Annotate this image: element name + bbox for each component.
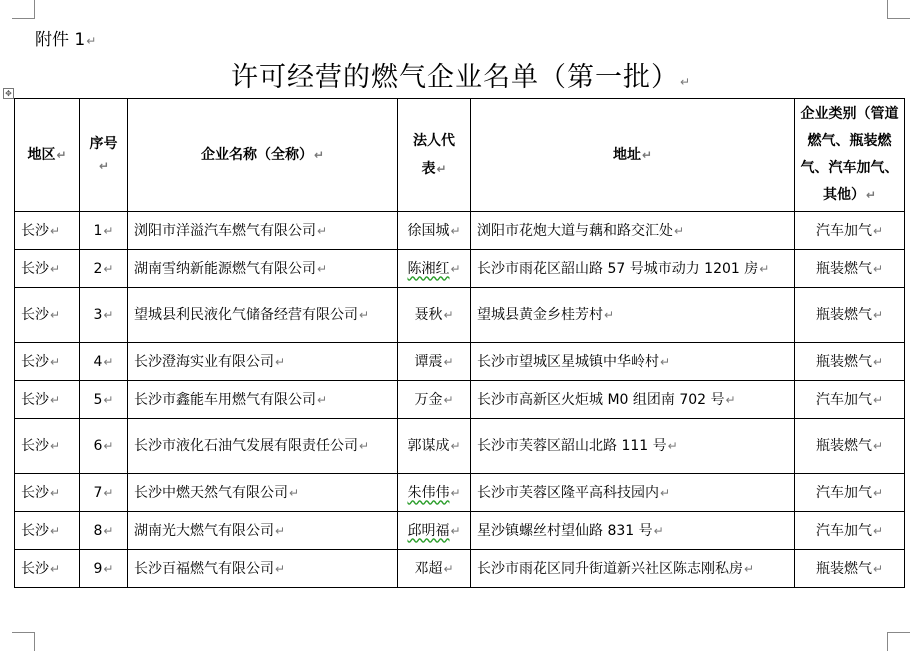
cell-index: 3↵ — [80, 288, 128, 343]
cell-region: 长沙↵ — [15, 550, 80, 588]
cell-category: 瓶装燃气↵ — [795, 419, 905, 474]
cell-address: 长沙市望城区星城镇中华岭村↵ — [471, 343, 795, 381]
table-move-handle-icon[interactable]: ✥ — [3, 88, 14, 99]
page-corner-top-right — [887, 0, 910, 19]
page-corner-top-left — [12, 0, 35, 19]
cell-region: 长沙↵ — [15, 212, 80, 250]
cell-legal-rep: 陈湘红↵ — [398, 250, 471, 288]
attachment-label: 附件 1↵ — [35, 30, 97, 50]
page-title: 许可经营的燃气企业名单（第一批）↵ — [230, 62, 692, 93]
table-row — [15, 419, 905, 474]
cell-index: 1↵ — [80, 212, 128, 250]
cell-company: 长沙澄海实业有限公司↵ — [128, 343, 398, 381]
header-company: 企业名称（全称）↵ — [128, 99, 398, 212]
cell-category: 瓶装燃气↵ — [795, 343, 905, 381]
cell-legal-rep: 朱伟伟↵ — [398, 474, 471, 512]
cell-category: 瓶装燃气↵ — [795, 550, 905, 588]
cell-region: 长沙↵ — [15, 512, 80, 550]
cell-company: 浏阳市洋溢汽车燃气有限公司↵ — [128, 212, 398, 250]
cell-region: 长沙↵ — [15, 343, 80, 381]
table-row — [15, 212, 905, 250]
cell-category: 汽车加气↵ — [795, 512, 905, 550]
cell-region: 长沙↵ — [15, 381, 80, 419]
header-legal-rep: 法人代表↵ — [398, 99, 471, 212]
cell-index: 7↵ — [80, 474, 128, 512]
cell-region: 长沙↵ — [15, 288, 80, 343]
cell-legal-rep: 郭谋成↵ — [398, 419, 471, 474]
cell-region: 长沙↵ — [15, 250, 80, 288]
cell-address: 长沙市芙蓉区韶山北路 111 号↵ — [471, 419, 795, 474]
header-index: 序号↵ — [80, 99, 128, 212]
cell-address: 长沙市雨花区同升街道新兴社区陈志刚私房↵ — [471, 550, 795, 588]
cell-company: 长沙市鑫能车用燃气有限公司↵ — [128, 381, 398, 419]
cell-company: 长沙中燃天然气有限公司↵ — [128, 474, 398, 512]
cell-company: 湖南光大燃气有限公司↵ — [128, 512, 398, 550]
cell-legal-rep: 邓超↵ — [398, 550, 471, 588]
cell-company: 湖南雪纳新能源燃气有限公司↵ — [128, 250, 398, 288]
cell-legal-rep: 邱明福↵ — [398, 512, 471, 550]
table-row — [15, 250, 905, 288]
cell-region: 长沙↵ — [15, 419, 80, 474]
cell-index: 2↵ — [80, 250, 128, 288]
cell-address: 长沙市芙蓉区隆平高科技园内↵ — [471, 474, 795, 512]
table-row — [15, 288, 905, 343]
cell-legal-rep: 聂秋↵ — [398, 288, 471, 343]
table-row — [15, 474, 905, 512]
cell-index: 6↵ — [80, 419, 128, 474]
cell-index: 9↵ — [80, 550, 128, 588]
table-row — [15, 343, 905, 381]
header-category: 企业类别（管道燃气、瓶装燃气、汽车加气、其他）↵ — [795, 99, 905, 212]
company-table — [14, 98, 905, 588]
cell-address: 长沙市高新区火炬城 M0 组团南 702 号↵ — [471, 381, 795, 419]
cell-address: 长沙市雨花区韶山路 57 号城市动力 1201 房↵ — [471, 250, 795, 288]
cell-category: 汽车加气↵ — [795, 474, 905, 512]
table-header-row — [15, 99, 905, 212]
cell-address: 星沙镇螺丝村望仙路 831 号↵ — [471, 512, 795, 550]
cell-category: 瓶装燃气↵ — [795, 250, 905, 288]
cell-address: 浏阳市花炮大道与藕和路交汇处↵ — [471, 212, 795, 250]
cell-legal-rep: 万金↵ — [398, 381, 471, 419]
table-row — [15, 512, 905, 550]
page-corner-bottom-left — [12, 632, 35, 651]
cell-category: 汽车加气↵ — [795, 381, 905, 419]
table-row — [15, 550, 905, 588]
header-region: 地区↵ — [15, 99, 80, 212]
cell-index: 5↵ — [80, 381, 128, 419]
cell-category: 汽车加气↵ — [795, 212, 905, 250]
header-address: 地址↵ — [471, 99, 795, 212]
table-row — [15, 381, 905, 419]
cell-company: 长沙市液化石油气发展有限责任公司↵ — [128, 419, 398, 474]
cell-index: 8↵ — [80, 512, 128, 550]
cell-region: 长沙↵ — [15, 474, 80, 512]
cell-legal-rep: 徐国城↵ — [398, 212, 471, 250]
cell-address: 望城县黄金乡桂芳村↵ — [471, 288, 795, 343]
cell-index: 4↵ — [80, 343, 128, 381]
cell-company: 长沙百福燃气有限公司↵ — [128, 550, 398, 588]
cell-company: 望城县利民液化气储备经营有限公司↵ — [128, 288, 398, 343]
cell-legal-rep: 谭震↵ — [398, 343, 471, 381]
page-corner-bottom-right — [887, 632, 910, 651]
cell-category: 瓶装燃气↵ — [795, 288, 905, 343]
